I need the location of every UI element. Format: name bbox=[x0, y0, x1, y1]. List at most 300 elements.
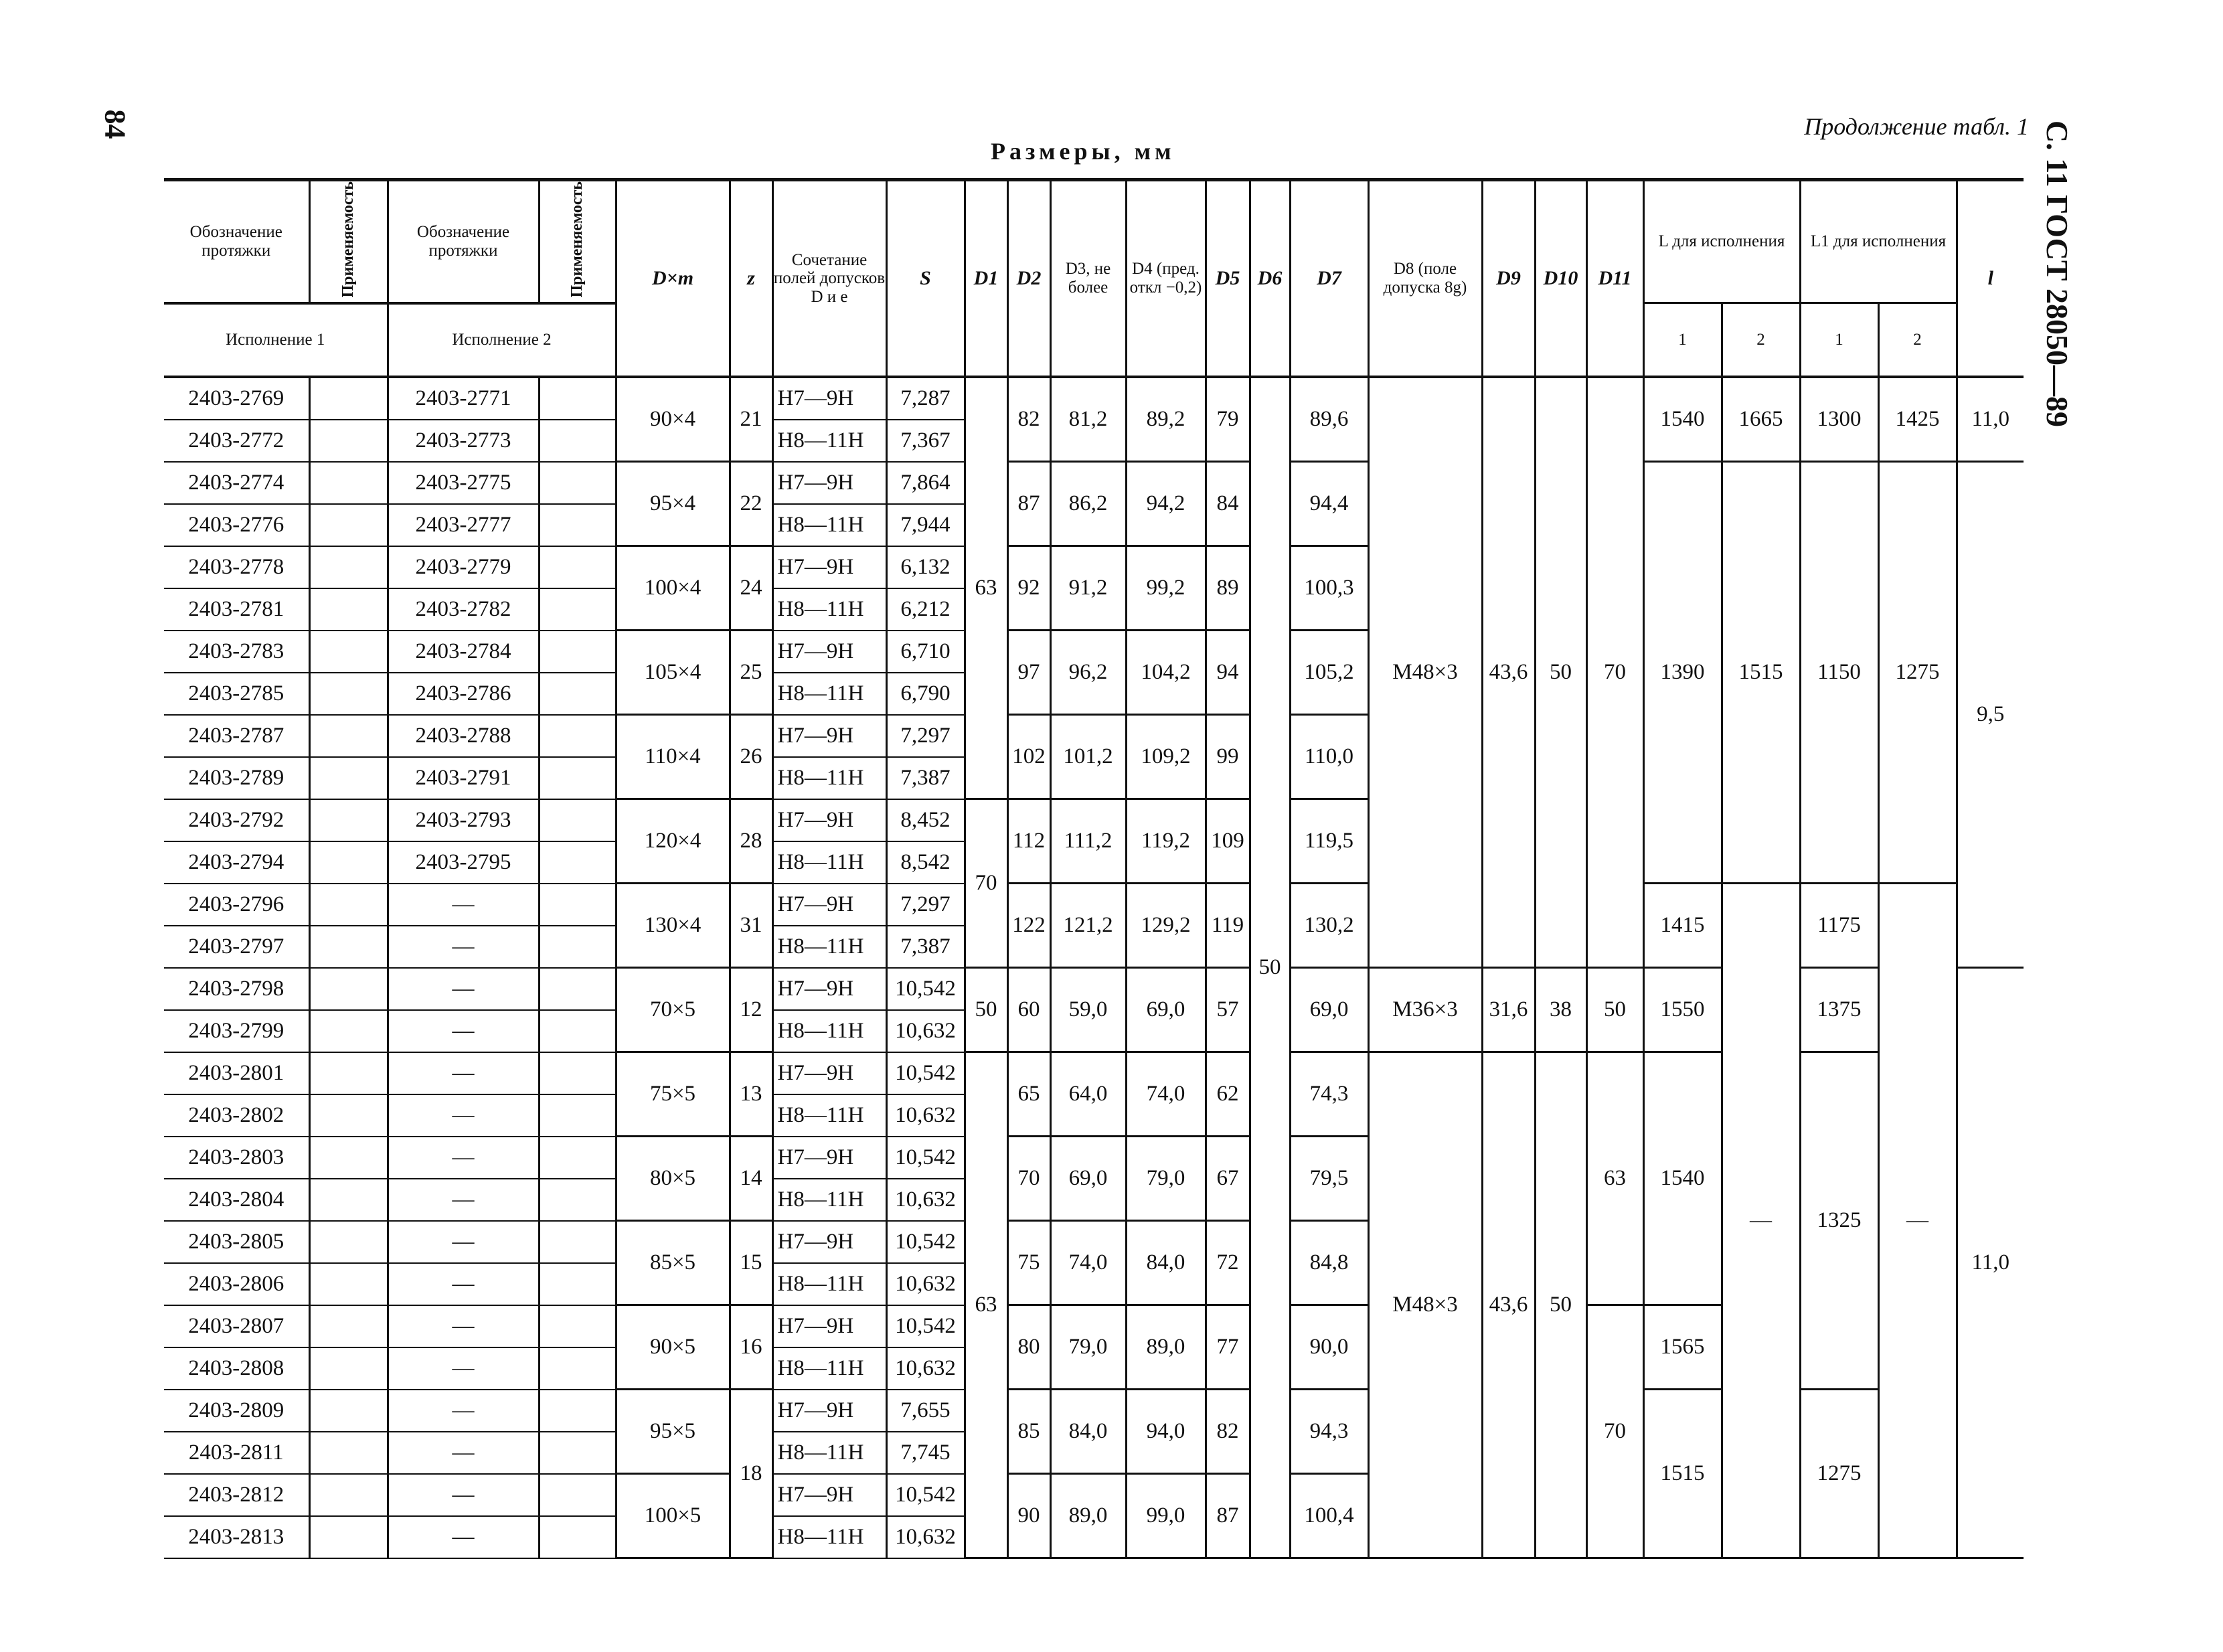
d7-cell: 119,5 bbox=[1290, 799, 1368, 884]
s-cell: 6,212 bbox=[886, 588, 965, 631]
header-L-exec-1: 1 bbox=[1643, 303, 1722, 377]
fit-cell: H7—9H bbox=[772, 1137, 886, 1179]
applicability-exec-2 bbox=[539, 420, 616, 462]
designation-exec-1: 2403-2772 bbox=[164, 420, 309, 462]
applicability-exec-2 bbox=[539, 504, 616, 546]
fit-cell: H8—11H bbox=[772, 1263, 886, 1305]
designation-exec-1: 2403-2813 bbox=[164, 1516, 309, 1558]
fit-cell: H8—11H bbox=[772, 1347, 886, 1390]
applicability-exec-2 bbox=[539, 377, 616, 420]
fit-cell: H7—9H bbox=[772, 968, 886, 1010]
designation-exec-2: 2403-2777 bbox=[388, 504, 539, 546]
page-number: 84 bbox=[98, 109, 132, 139]
d5-cell: 72 bbox=[1206, 1221, 1250, 1305]
applicability-exec-1 bbox=[309, 968, 388, 1010]
header-L: L для исполнения bbox=[1643, 180, 1800, 303]
designation-exec-2: 2403-2784 bbox=[388, 631, 539, 673]
header-exec-2: Исполнение 2 bbox=[388, 303, 616, 377]
d3-cell: 101,2 bbox=[1050, 715, 1126, 799]
applicability-exec-2 bbox=[539, 1094, 616, 1137]
designation-exec-1: 2403-2797 bbox=[164, 926, 309, 968]
applicability-exec-2 bbox=[539, 1263, 616, 1305]
s-cell: 10,632 bbox=[886, 1094, 965, 1137]
header-d3: D3, не более bbox=[1050, 180, 1126, 377]
l1-1-cell: 1175 bbox=[1800, 884, 1878, 968]
d5-cell: 119 bbox=[1206, 884, 1250, 968]
d7-cell: 84,8 bbox=[1290, 1221, 1368, 1305]
fit-cell: H7—9H bbox=[772, 884, 886, 926]
d1-cell: 70 bbox=[965, 799, 1007, 968]
d5-cell: 77 bbox=[1206, 1305, 1250, 1390]
s-cell: 7,944 bbox=[886, 504, 965, 546]
applicability-exec-1 bbox=[309, 462, 388, 504]
z-cell: 12 bbox=[730, 968, 772, 1052]
designation-exec-1: 2403-2804 bbox=[164, 1179, 309, 1221]
designation-exec-1: 2403-2783 bbox=[164, 631, 309, 673]
designation-exec-1: 2403-2812 bbox=[164, 1474, 309, 1516]
designation-exec-1: 2403-2785 bbox=[164, 673, 309, 715]
designation-exec-2: 2403-2793 bbox=[388, 799, 539, 841]
applicability-exec-1 bbox=[309, 1347, 388, 1390]
l1-1-cell: 1150 bbox=[1800, 462, 1878, 884]
fit-cell: H8—11H bbox=[772, 588, 886, 631]
d5-cell: 94 bbox=[1206, 631, 1250, 715]
fit-cell: H7—9H bbox=[772, 1305, 886, 1347]
s-cell: 10,542 bbox=[886, 968, 965, 1010]
d3-cell: 111,2 bbox=[1050, 799, 1126, 884]
l-1-cell: 1390 bbox=[1643, 462, 1722, 884]
s-cell: 10,632 bbox=[886, 1347, 965, 1390]
applicability-exec-2 bbox=[539, 715, 616, 757]
fit-cell: H8—11H bbox=[772, 1010, 886, 1052]
d4-cell: 99,0 bbox=[1126, 1474, 1206, 1558]
applicability-exec-2 bbox=[539, 546, 616, 588]
designation-exec-1: 2403-2774 bbox=[164, 462, 309, 504]
l1-1-cell: 1275 bbox=[1800, 1390, 1878, 1558]
applicability-exec-1 bbox=[309, 1263, 388, 1305]
designation-exec-1: 2403-2796 bbox=[164, 884, 309, 926]
designation-exec-2: 2403-2773 bbox=[388, 420, 539, 462]
d8-cell: M36×3 bbox=[1368, 968, 1482, 1052]
applicability-exec-2 bbox=[539, 1221, 616, 1263]
broach-dimensions-table bbox=[164, 178, 2024, 1559]
s-cell: 10,632 bbox=[886, 1010, 965, 1052]
designation-exec-2: — bbox=[388, 1263, 539, 1305]
designation-exec-2: 2403-2786 bbox=[388, 673, 539, 715]
s-cell: 7,655 bbox=[886, 1390, 965, 1432]
d2-cell: 102 bbox=[1007, 715, 1050, 799]
l-1-cell: 1565 bbox=[1643, 1305, 1722, 1390]
d3-cell: 84,0 bbox=[1050, 1390, 1126, 1474]
l-2-cell: 1515 bbox=[1722, 462, 1800, 884]
d4-cell: 79,0 bbox=[1126, 1137, 1206, 1221]
applicability-exec-2 bbox=[539, 841, 616, 884]
d2-cell: 82 bbox=[1007, 377, 1050, 462]
header-applicability-2: Применяемость bbox=[539, 180, 616, 303]
z-cell: 28 bbox=[730, 799, 772, 884]
header-d10: D10 bbox=[1535, 180, 1586, 377]
z-cell: 15 bbox=[730, 1221, 772, 1305]
z-cell: 14 bbox=[730, 1137, 772, 1221]
d4-cell: 104,2 bbox=[1126, 631, 1206, 715]
designation-exec-1: 2403-2802 bbox=[164, 1094, 309, 1137]
d2-cell: 85 bbox=[1007, 1390, 1050, 1474]
d8-cell: M48×3 bbox=[1368, 377, 1482, 968]
designation-exec-1: 2403-2769 bbox=[164, 377, 309, 420]
s-cell: 7,387 bbox=[886, 757, 965, 799]
d2-cell: 80 bbox=[1007, 1305, 1050, 1390]
designation-exec-2: 2403-2788 bbox=[388, 715, 539, 757]
applicability-exec-2 bbox=[539, 968, 616, 1010]
applicability-exec-2 bbox=[539, 799, 616, 841]
z-cell: 18 bbox=[730, 1390, 772, 1558]
designation-exec-2: — bbox=[388, 1221, 539, 1263]
applicability-exec-1 bbox=[309, 504, 388, 546]
d5-cell: 82 bbox=[1206, 1390, 1250, 1474]
z-cell: 25 bbox=[730, 631, 772, 715]
table-body bbox=[164, 377, 2024, 1558]
d7-cell: 110,0 bbox=[1290, 715, 1368, 799]
s-cell: 7,287 bbox=[886, 377, 965, 420]
d9-cell: 31,6 bbox=[1482, 968, 1535, 1052]
d10-cell: 50 bbox=[1535, 377, 1586, 968]
designation-exec-1: 2403-2794 bbox=[164, 841, 309, 884]
s-cell: 10,542 bbox=[886, 1305, 965, 1347]
l-2-cell: — bbox=[1722, 884, 1800, 1558]
fit-cell: H8—11H bbox=[772, 673, 886, 715]
designation-exec-1: 2403-2809 bbox=[164, 1390, 309, 1432]
fit-cell: H7—9H bbox=[772, 1052, 886, 1094]
d4-cell: 129,2 bbox=[1126, 884, 1206, 968]
fit-cell: H8—11H bbox=[772, 757, 886, 799]
designation-exec-2: — bbox=[388, 884, 539, 926]
applicability-exec-1 bbox=[309, 926, 388, 968]
designation-exec-2: — bbox=[388, 1179, 539, 1221]
l-1-cell: 1540 bbox=[1643, 1052, 1722, 1305]
applicability-exec-1 bbox=[309, 1432, 388, 1474]
header-dxm: D×m bbox=[616, 180, 730, 377]
s-cell: 7,297 bbox=[886, 715, 965, 757]
header-designation-1: Обозначение протяжки bbox=[189, 223, 282, 260]
designation-exec-1: 2403-2808 bbox=[164, 1347, 309, 1390]
d5-cell: 89 bbox=[1206, 546, 1250, 631]
dxm-cell: 95×4 bbox=[616, 462, 730, 546]
applicability-exec-1 bbox=[309, 1137, 388, 1179]
applicability-exec-1 bbox=[309, 1221, 388, 1263]
applicability-exec-1 bbox=[309, 1390, 388, 1432]
header-applicability-1: Применяемость bbox=[309, 180, 388, 303]
d3-cell: 64,0 bbox=[1050, 1052, 1126, 1137]
z-cell: 21 bbox=[730, 377, 772, 462]
l1-2-cell: 1425 bbox=[1878, 377, 1957, 462]
applicability-exec-1 bbox=[309, 1010, 388, 1052]
s-cell: 10,632 bbox=[886, 1516, 965, 1558]
d11-cell: 70 bbox=[1586, 1305, 1643, 1558]
dxm-cell: 105×4 bbox=[616, 631, 730, 715]
d4-cell: 69,0 bbox=[1126, 968, 1206, 1052]
header-d8: D8 (поле допуска 8g) bbox=[1368, 180, 1482, 377]
header-fit: Сочетание полей допусков D и e bbox=[772, 180, 886, 377]
designation-exec-1: 2403-2787 bbox=[164, 715, 309, 757]
designation-exec-2: — bbox=[388, 1305, 539, 1347]
s-cell: 10,542 bbox=[886, 1474, 965, 1516]
d5-cell: 99 bbox=[1206, 715, 1250, 799]
applicability-exec-1 bbox=[309, 884, 388, 926]
table-row bbox=[164, 462, 2024, 504]
units-caption: Размеры, мм bbox=[991, 138, 1175, 165]
applicability-exec-2 bbox=[539, 588, 616, 631]
s-cell: 10,632 bbox=[886, 1179, 965, 1221]
d11-cell: 50 bbox=[1586, 968, 1643, 1052]
d10-cell: 50 bbox=[1535, 1052, 1586, 1558]
s-cell: 6,790 bbox=[886, 673, 965, 715]
s-cell: 7,297 bbox=[886, 884, 965, 926]
d1-cell: 63 bbox=[965, 1052, 1007, 1558]
s-cell: 10,542 bbox=[886, 1221, 965, 1263]
fit-cell: H8—11H bbox=[772, 1432, 886, 1474]
d9-cell: 43,6 bbox=[1482, 1052, 1535, 1558]
l-1-cell: 1515 bbox=[1643, 1390, 1722, 1558]
s-cell: 7,367 bbox=[886, 420, 965, 462]
l-cell: 11,0 bbox=[1957, 968, 2024, 1558]
d8-cell: M48×3 bbox=[1368, 1052, 1482, 1558]
designation-exec-2: 2403-2795 bbox=[388, 841, 539, 884]
d2-cell: 112 bbox=[1007, 799, 1050, 884]
header-L1-exec-2: 2 bbox=[1878, 303, 1957, 377]
applicability-exec-2 bbox=[539, 1179, 616, 1221]
d3-cell: 81,2 bbox=[1050, 377, 1126, 462]
d5-cell: 57 bbox=[1206, 968, 1250, 1052]
standard-header: С. 11 ГОСТ 28050—89 bbox=[2040, 120, 2074, 428]
d2-cell: 87 bbox=[1007, 462, 1050, 546]
applicability-exec-1 bbox=[309, 377, 388, 420]
d7-cell: 89,6 bbox=[1290, 377, 1368, 462]
designation-exec-1: 2403-2789 bbox=[164, 757, 309, 799]
designation-exec-2: — bbox=[388, 1347, 539, 1390]
dxm-cell: 100×5 bbox=[616, 1474, 730, 1558]
d3-cell: 89,0 bbox=[1050, 1474, 1126, 1558]
designation-exec-2: 2403-2782 bbox=[388, 588, 539, 631]
applicability-exec-2 bbox=[539, 673, 616, 715]
s-cell: 8,542 bbox=[886, 841, 965, 884]
designation-exec-1: 2403-2792 bbox=[164, 799, 309, 841]
dxm-cell: 130×4 bbox=[616, 884, 730, 968]
d2-cell: 92 bbox=[1007, 546, 1050, 631]
d2-cell: 97 bbox=[1007, 631, 1050, 715]
d4-cell: 74,0 bbox=[1126, 1052, 1206, 1137]
dxm-cell: 95×5 bbox=[616, 1390, 730, 1474]
designation-exec-1: 2403-2807 bbox=[164, 1305, 309, 1347]
d5-cell: 62 bbox=[1206, 1052, 1250, 1137]
applicability-exec-2 bbox=[539, 1474, 616, 1516]
applicability-exec-1 bbox=[309, 715, 388, 757]
header-L1: L1 для исполнения bbox=[1800, 180, 1957, 303]
designation-exec-2: — bbox=[388, 968, 539, 1010]
applicability-exec-2 bbox=[539, 1052, 616, 1094]
d4-cell: 94,2 bbox=[1126, 462, 1206, 546]
fit-cell: H8—11H bbox=[772, 1516, 886, 1558]
designation-exec-2: 2403-2775 bbox=[388, 462, 539, 504]
l-1-cell: 1540 bbox=[1643, 377, 1722, 462]
s-cell: 7,387 bbox=[886, 926, 965, 968]
l-cell: 9,5 bbox=[1957, 462, 2024, 968]
d5-cell: 87 bbox=[1206, 1474, 1250, 1558]
header-exec-1: Исполнение 1 bbox=[164, 303, 388, 377]
s-cell: 10,542 bbox=[886, 1052, 965, 1094]
applicability-exec-1 bbox=[309, 841, 388, 884]
d7-cell: 79,5 bbox=[1290, 1137, 1368, 1221]
d7-cell: 69,0 bbox=[1290, 968, 1368, 1052]
applicability-exec-1 bbox=[309, 1516, 388, 1558]
designation-exec-1: 2403-2805 bbox=[164, 1221, 309, 1263]
z-cell: 22 bbox=[730, 462, 772, 546]
d3-cell: 79,0 bbox=[1050, 1305, 1126, 1390]
fit-cell: H8—11H bbox=[772, 926, 886, 968]
designation-exec-1: 2403-2781 bbox=[164, 588, 309, 631]
d5-cell: 67 bbox=[1206, 1137, 1250, 1221]
applicability-exec-2 bbox=[539, 884, 616, 926]
fit-cell: H7—9H bbox=[772, 1390, 886, 1432]
d7-cell: 100,3 bbox=[1290, 546, 1368, 631]
fit-cell: H7—9H bbox=[772, 462, 886, 504]
d3-cell: 121,2 bbox=[1050, 884, 1126, 968]
l-1-cell: 1550 bbox=[1643, 968, 1722, 1052]
applicability-exec-1 bbox=[309, 1052, 388, 1094]
header-d2: D2 bbox=[1007, 180, 1050, 377]
d4-cell: 89,2 bbox=[1126, 377, 1206, 462]
applicability-exec-2 bbox=[539, 926, 616, 968]
applicability-exec-2 bbox=[539, 1516, 616, 1558]
z-cell: 16 bbox=[730, 1305, 772, 1390]
header-l: l bbox=[1957, 180, 2024, 377]
d5-cell: 84 bbox=[1206, 462, 1250, 546]
applicability-exec-1 bbox=[309, 757, 388, 799]
d5-cell: 109 bbox=[1206, 799, 1250, 884]
designation-exec-2: — bbox=[388, 1010, 539, 1052]
d5-cell: 79 bbox=[1206, 377, 1250, 462]
d2-cell: 122 bbox=[1007, 884, 1050, 968]
designation-exec-2: — bbox=[388, 1390, 539, 1432]
fit-cell: H7—9H bbox=[772, 1474, 886, 1516]
designation-exec-2: — bbox=[388, 1137, 539, 1179]
d7-cell: 130,2 bbox=[1290, 884, 1368, 968]
header-d6: D6 bbox=[1250, 180, 1290, 377]
fit-cell: H8—11H bbox=[772, 1094, 886, 1137]
applicability-exec-1 bbox=[309, 420, 388, 462]
fit-cell: H7—9H bbox=[772, 546, 886, 588]
applicability-exec-1 bbox=[309, 1179, 388, 1221]
d11-cell: 70 bbox=[1586, 377, 1643, 968]
d7-cell: 90,0 bbox=[1290, 1305, 1368, 1390]
s-cell: 7,745 bbox=[886, 1432, 965, 1474]
designation-exec-2: — bbox=[388, 1094, 539, 1137]
designation-exec-1: 2403-2806 bbox=[164, 1263, 309, 1305]
applicability-exec-2 bbox=[539, 1432, 616, 1474]
designation-exec-2: — bbox=[388, 1474, 539, 1516]
s-cell: 6,132 bbox=[886, 546, 965, 588]
l1-1-cell: 1300 bbox=[1800, 377, 1878, 462]
l-cell: 11,0 bbox=[1957, 377, 2024, 462]
d9-cell: 43,6 bbox=[1482, 377, 1535, 968]
designation-exec-1: 2403-2803 bbox=[164, 1137, 309, 1179]
dxm-cell: 70×5 bbox=[616, 968, 730, 1052]
d2-cell: 60 bbox=[1007, 968, 1050, 1052]
applicability-exec-2 bbox=[539, 631, 616, 673]
dxm-cell: 90×4 bbox=[616, 377, 730, 462]
d3-cell: 59,0 bbox=[1050, 968, 1126, 1052]
dxm-cell: 90×5 bbox=[616, 1305, 730, 1390]
fit-cell: H7—9H bbox=[772, 715, 886, 757]
s-cell: 6,710 bbox=[886, 631, 965, 673]
designation-exec-1: 2403-2799 bbox=[164, 1010, 309, 1052]
header-d1: D1 bbox=[965, 180, 1007, 377]
d7-cell: 105,2 bbox=[1290, 631, 1368, 715]
applicability-exec-1 bbox=[309, 588, 388, 631]
applicability-exec-2 bbox=[539, 1390, 616, 1432]
designation-exec-2: — bbox=[388, 926, 539, 968]
d4-cell: 84,0 bbox=[1126, 1221, 1206, 1305]
d1-cell: 63 bbox=[965, 377, 1007, 799]
designation-exec-2: — bbox=[388, 1516, 539, 1558]
d10-cell: 38 bbox=[1535, 968, 1586, 1052]
applicability-exec-2 bbox=[539, 1010, 616, 1052]
applicability-exec-2 bbox=[539, 757, 616, 799]
designation-exec-1: 2403-2811 bbox=[164, 1432, 309, 1474]
d4-cell: 119,2 bbox=[1126, 799, 1206, 884]
fit-cell: H8—11H bbox=[772, 504, 886, 546]
header-designation-2: Обозначение протяжки bbox=[388, 180, 539, 303]
d11-cell: 63 bbox=[1586, 1052, 1643, 1305]
table-row bbox=[164, 884, 2024, 926]
fit-cell: H7—9H bbox=[772, 377, 886, 420]
header-d9: D9 bbox=[1482, 180, 1535, 377]
dxm-cell: 80×5 bbox=[616, 1137, 730, 1221]
l1-2-cell: 1275 bbox=[1878, 462, 1957, 884]
applicability-exec-1 bbox=[309, 1474, 388, 1516]
d2-cell: 65 bbox=[1007, 1052, 1050, 1137]
header-L1-exec-1: 1 bbox=[1800, 303, 1878, 377]
d2-cell: 70 bbox=[1007, 1137, 1050, 1221]
designation-exec-2: — bbox=[388, 1052, 539, 1094]
z-cell: 26 bbox=[730, 715, 772, 799]
d3-cell: 96,2 bbox=[1050, 631, 1126, 715]
s-cell: 7,864 bbox=[886, 462, 965, 504]
applicability-exec-1 bbox=[309, 546, 388, 588]
applicability-exec-1 bbox=[309, 1305, 388, 1347]
l1-1-cell: 1325 bbox=[1800, 1052, 1878, 1390]
applicability-exec-1 bbox=[309, 1094, 388, 1137]
header-z: z bbox=[730, 180, 772, 377]
d3-cell: 69,0 bbox=[1050, 1137, 1126, 1221]
applicability-exec-2 bbox=[539, 1305, 616, 1347]
applicability-exec-2 bbox=[539, 462, 616, 504]
fit-cell: H7—9H bbox=[772, 631, 886, 673]
z-cell: 31 bbox=[730, 884, 772, 968]
d7-cell: 94,4 bbox=[1290, 462, 1368, 546]
d2-cell: 75 bbox=[1007, 1221, 1050, 1305]
designation-exec-2: 2403-2771 bbox=[388, 377, 539, 420]
dxm-cell: 85×5 bbox=[616, 1221, 730, 1305]
fit-cell: H7—9H bbox=[772, 799, 886, 841]
d7-cell: 100,4 bbox=[1290, 1474, 1368, 1558]
l1-1-cell: 1375 bbox=[1800, 968, 1878, 1052]
header-s: S bbox=[886, 180, 965, 377]
fit-cell: H8—11H bbox=[772, 1179, 886, 1221]
fit-cell: H7—9H bbox=[772, 1221, 886, 1263]
d1-cell: 50 bbox=[965, 968, 1007, 1052]
d4-cell: 99,2 bbox=[1126, 546, 1206, 631]
s-cell: 8,452 bbox=[886, 799, 965, 841]
